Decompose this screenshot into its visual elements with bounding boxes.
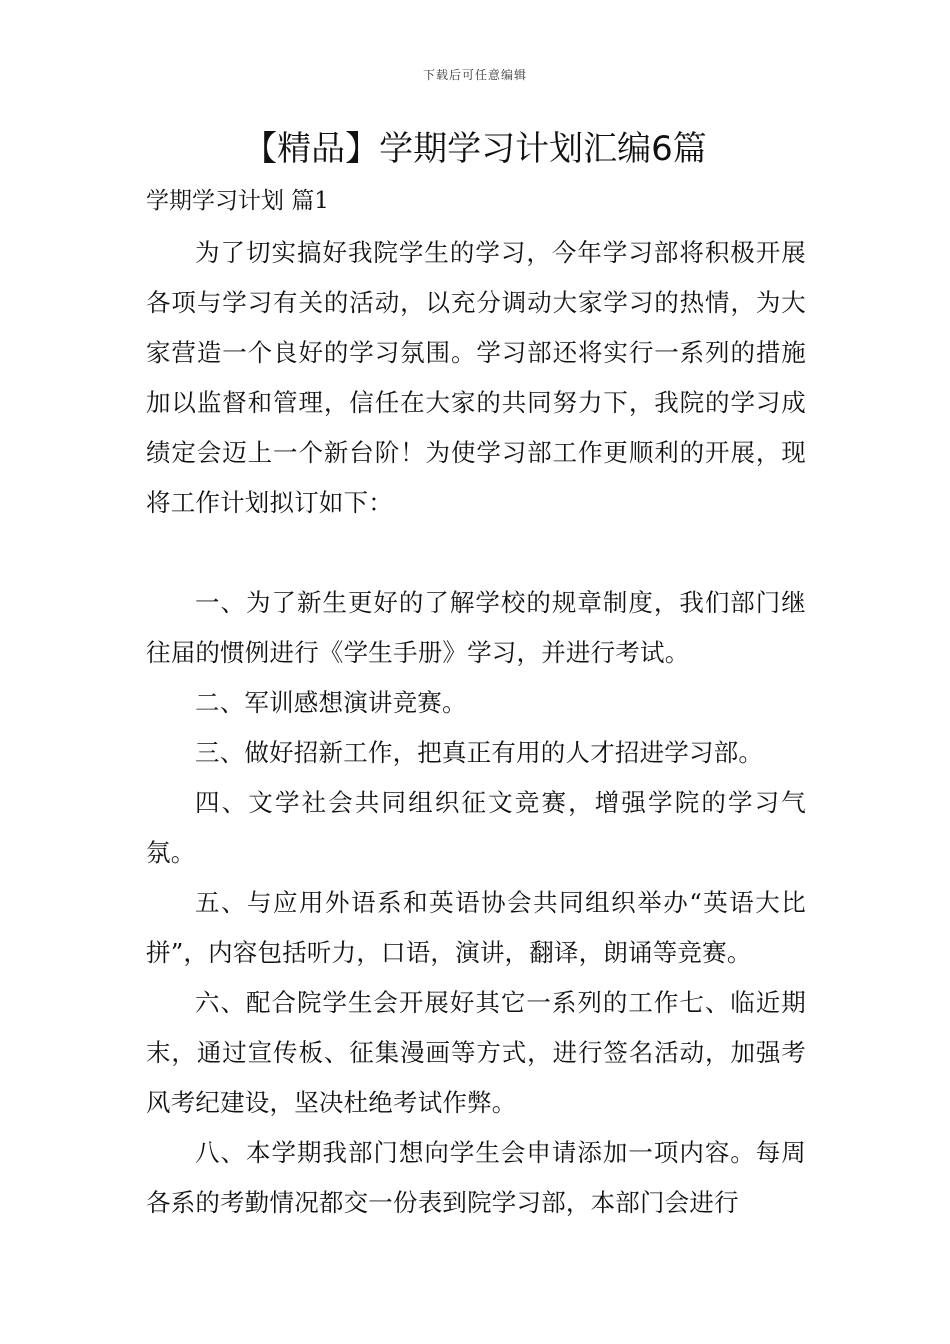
document-body: [146, 228, 806, 1228]
header-note: 下载后可任意编辑: [422, 68, 527, 82]
section-heading: 学期学习计划 篇1: [146, 188, 329, 214]
plan-item-1: 一、为了新生更好的了解学校的规章制度，我们部门继往届的惯例进行《学生手册》学习，并进行考试。: [146, 588, 806, 667]
plan-item-5: 五、与应用外语系和英语协会共同组织举办“英语大比拼”，内容包括听力，口语，演讲，翻译，朗诵等竞赛。: [146, 888, 806, 967]
plan-item-8: 八、本学期我部门想向学生会申请添加一项内容。每周各系的考勤情况都交一份表到院学习部，本部门会进行: [146, 1138, 806, 1217]
plan-item-4: 四、文学社会共同组织征文竞赛，增强学院的学习气氛。: [146, 788, 806, 867]
intro-paragraph: 为了切实搞好我院学生的学习，今年学习部将积极开展各项与学习有关的活动，以充分调动大家学习的热情，为大家营造一个良好的学习氛围。学习部还将实行一系列的措施加以监督和管理，信任在大家的共同努力下，我院的学习成绩定会迈上一个新台阶！为使学习部工作更顺利的开展，现将工作计划拟订如下：: [146, 238, 806, 517]
document-title: 【精品】学期学习计划汇编6篇: [243, 129, 707, 169]
paragraph-gap: [146, 528, 806, 578]
plan-item-6-7: 六、配合院学生会开展好其它一系列的工作七、临近期末，通过宣传板、征集漫画等方式，进行签名活动，加强考风考纪建设，坚决杜绝考试作弊。: [146, 988, 806, 1117]
plan-item-3: 三、做好招新工作，把真正有用的人才招进学习部。: [195, 738, 764, 767]
plan-item-2: 二、军训感想演讲竞赛。: [195, 688, 467, 717]
